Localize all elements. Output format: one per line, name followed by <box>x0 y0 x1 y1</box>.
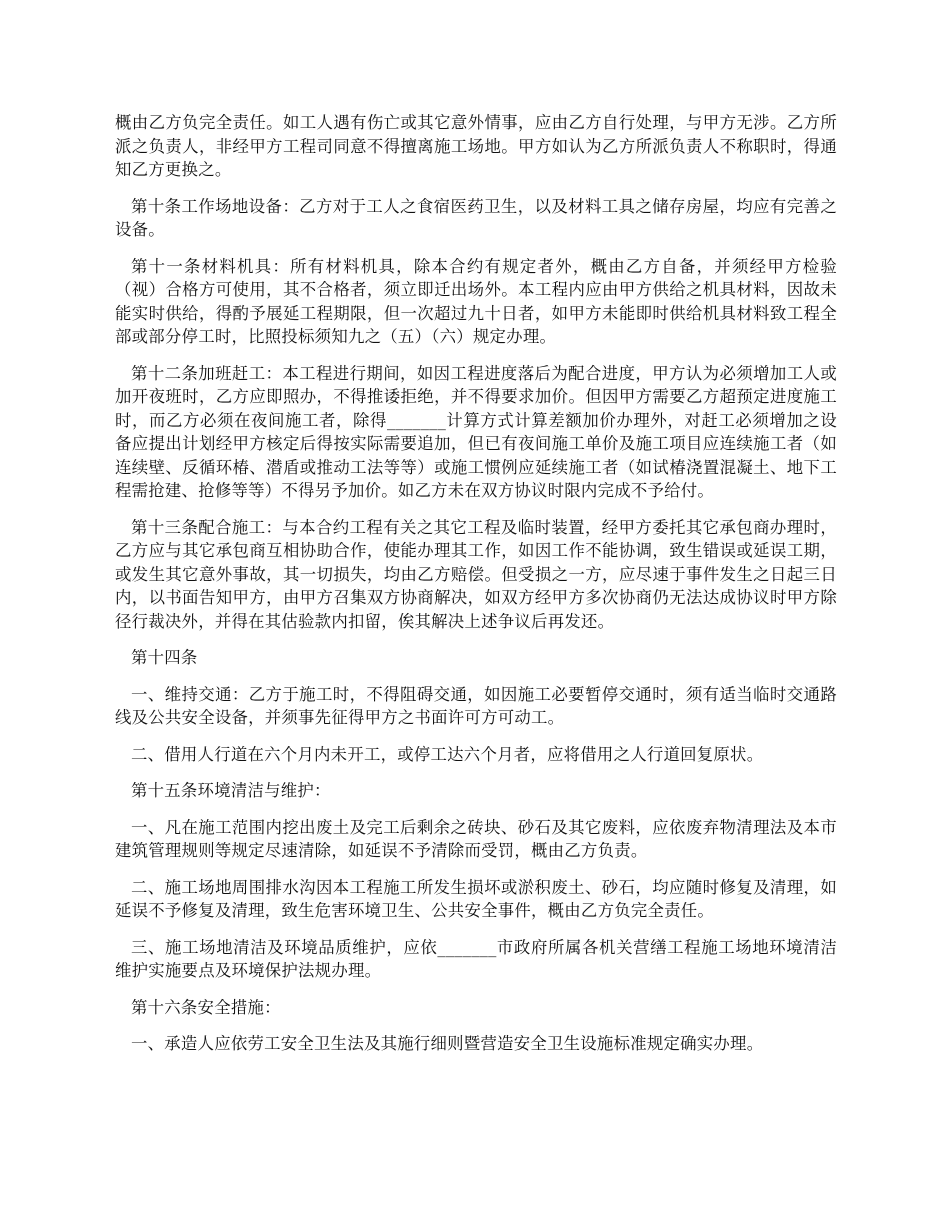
paragraph-article-16-item-1: 一、承造人应依劳工安全卫生法及其施行细则暨营造安全卫生设施标准规定确实办理。 <box>131 1034 764 1053</box>
paragraph-article-10: 第十条工作场地设备：乙方对于工人之食宿医药卫生，以及材料工具之储存房屋，均应有完善之设备。 <box>115 196 837 239</box>
heading-article-14: 第十四条 <box>131 648 198 667</box>
paragraph-article-15-item-3: 三、施工场地清洁及环境品质维护，应依_______市政府所属各机关营缮工程施工场地环境清洁维护实施要点及环境保护法规办理。 <box>115 937 837 980</box>
paragraph-article-14-item-1: 一、维持交通：乙方于施工时，不得阻碍交通，如因施工必要暂停交通时，须有适当临时交通路线及公共安全设备，并须事先征得甲方之书面许可方可动工。 <box>115 684 837 727</box>
heading-article-16: 第十六条安全措施： <box>131 997 281 1017</box>
paragraph-article-14-item-2: 二、借用人行道在六个月内未开工，或停工达六个月者，应将借用之人行道回复原状。 <box>131 744 764 764</box>
document-page <box>115 111 837 1069</box>
paragraph-article-15-item-2: 二、施工场地周围排水沟因本工程施工所发生损坏或淤积废土、砂石，均应随时修复及清理，如延误不予修复及清理，致生危害环境卫生、公共安全事件，概由乙方负完全责任。 <box>115 877 837 920</box>
paragraph-article-11: 第十一条材料机具：所有材料机具，除本合约有规定者外，概由乙方自备，并须经甲方检验（视）合格方可使用，其不合格者，须立即迁出场外。本工程内应由甲方供给之机具材料，因故未能实时供给，得酌予展延工程期限，但一次超过九十日者，如甲方未能即时供给机具材料致工程全部或部分停工时，比照投标须知九之（五）（六）规定办理。 <box>115 256 837 346</box>
paragraph-responsibility-continued: 概由乙方负完全责任。如工人遇有伤亡或其它意外情事，应由乙方自行处理，与甲方无涉。乙方所派之负责人，非经甲方工程司同意不得擅离施工场地。甲方如认为乙方所派负责人不称职时，得通知乙方更换之。 <box>115 113 837 179</box>
paragraph-article-15-item-1: 一、凡在施工范围内挖出废土及完工后剩余之砖块、砂石及其它废料，应依废弃物清理法及本市建筑管理规则等规定尽速清除，如延误不予清除而受罚，概由乙方负责。 <box>115 817 837 860</box>
heading-article-15: 第十五条环境清洁与维护： <box>131 781 331 800</box>
paragraph-article-12: 第十二条加班赶工：本工程进行期间，如因工程进度落后为配合进度，甲方认为必须增加工人或加开夜班时，乙方应即照办，不得推诿拒绝，并不得要求加价。但因甲方需要乙方超预定进度施工时，而乙方必须在夜间施工者，除得_______计算方式计算差额加价办理外，对赶工必须增加之设备应提出计划经甲方核定后得按实际需要追加，但已有夜间施工单价及施工项目应连续施工者（如连续壁、反循环椿、潜盾或推动工法等等）或施工惯例应延续施工者（如试椿浇置混凝土、地下工程需抢建、抢修等等）不得另予加价。如乙方未在双方协议时限内完成不予给付。 <box>115 363 837 500</box>
paragraph-article-13: 第十三条配合施工：与本合约工程有关之其它工程及临时装置，经甲方委托其它承包商办理时，乙方应与其它承包商互相协助合作，使能办理其工作，如因工作不能协调，致生错误或延误工期，或发生其它意外事故，其一切损失，均由乙方赔偿。但受损之一方，应尽速于事件发生之日起三日内，以书面告知甲方，由甲方召集双方协商解决，如双方经甲方多次协商仍无法达成协议时甲方除径行裁决外，并得在其估验款内扣留，俟其解决上述争议后再发还。 <box>115 517 837 631</box>
